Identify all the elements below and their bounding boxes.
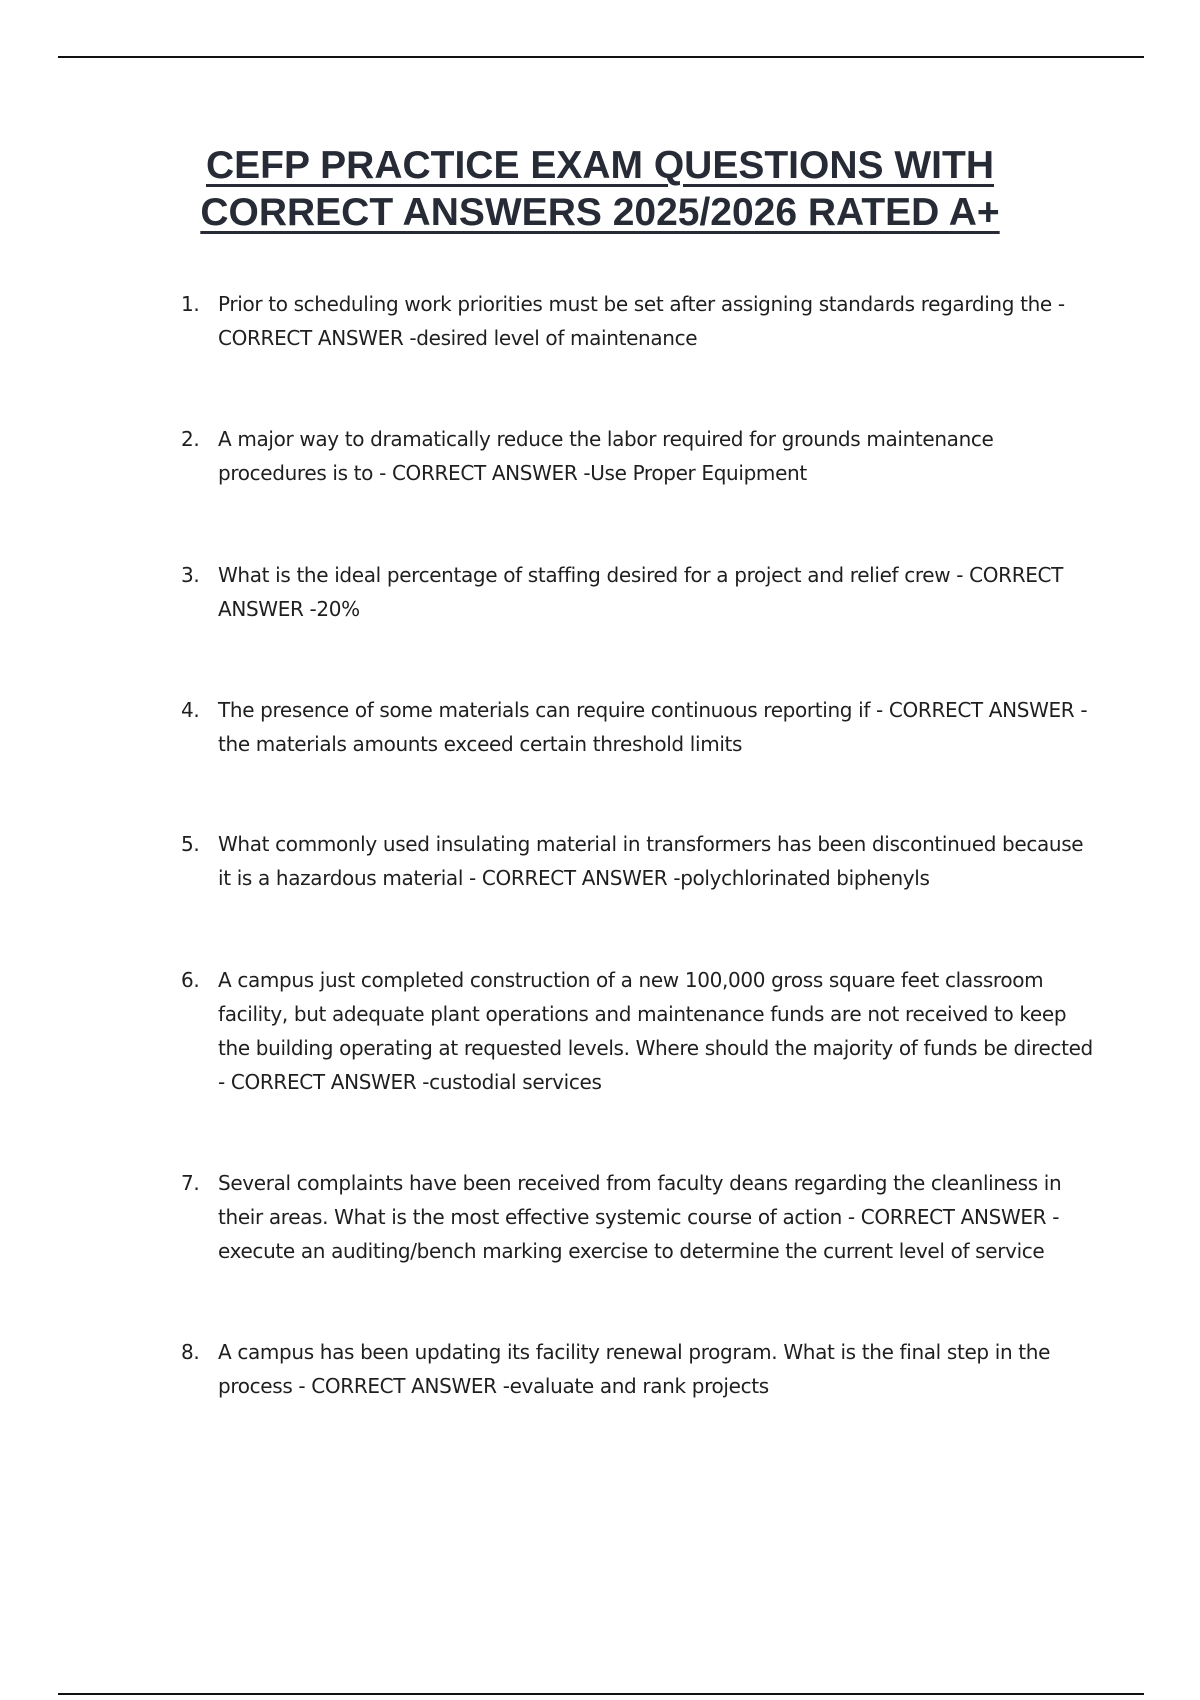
top-rule [58,56,1144,58]
question-item [181,422,1101,490]
title-line-2: CORRECT ANSWERS 2025/2026 RATED A+ [200,191,1000,234]
bottom-rule [58,1693,1144,1695]
question-number: 6. [181,968,200,992]
question-item [181,963,1101,1099]
question-item [181,1166,1101,1268]
question-text: The presence of some materials can require continuous reporting if - CORRECT ANSWER -the materials amounts exceed certain threshold limits [218,698,1088,756]
question-text: What is the ideal percentage of staffing desired for a project and relief crew - CORRECT ANSWER -20% [218,563,1064,621]
question-text: A major way to dramatically reduce the labor required for grounds maintenance procedures is to - CORRECT ANSWER -Use Proper Equipment [218,427,994,485]
question-number: 4. [181,698,200,722]
question-text: A campus has been updating its facility renewal program. What is the final step in the process - CORRECT ANSWER -evaluate and rank projects [218,1340,1051,1398]
question-number: 8. [181,1340,200,1364]
title-line-1: CEFP PRACTICE EXAM QUESTIONS WITH [206,144,994,187]
document-title [0,142,1200,236]
question-item [181,693,1101,761]
question-item [181,827,1101,895]
question-number: 2. [181,427,200,451]
question-number: 1. [181,292,200,316]
question-number: 5. [181,832,200,856]
question-text: A campus just completed construction of a new 100,000 gross square feet classroom facility, but adequate plant operations and maintenance funds are not received to keep the building operating at requested levels. Where should the majority of funds be directed - CORRECT ANSWER -custodial services [218,968,1093,1094]
question-text: Prior to scheduling work priorities must be set after assigning standards regarding the - CORRECT ANSWER -desired level of maintenance [218,292,1065,350]
question-number: 3. [181,563,200,587]
question-item [181,287,1101,355]
question-number: 7. [181,1171,200,1195]
question-text: Several complaints have been received from faculty deans regarding the cleanliness in their areas. What is the most effective systemic course of action - CORRECT ANSWER -execute an auditing/bench marking exercise to determine the current level of service [218,1171,1062,1263]
question-text: What commonly used insulating material in transformers has been discontinued because it is a hazardous material - CORRECT ANSWER -polychlorinated biphenyls [218,832,1084,890]
question-item [181,1335,1101,1403]
question-item [181,558,1101,626]
